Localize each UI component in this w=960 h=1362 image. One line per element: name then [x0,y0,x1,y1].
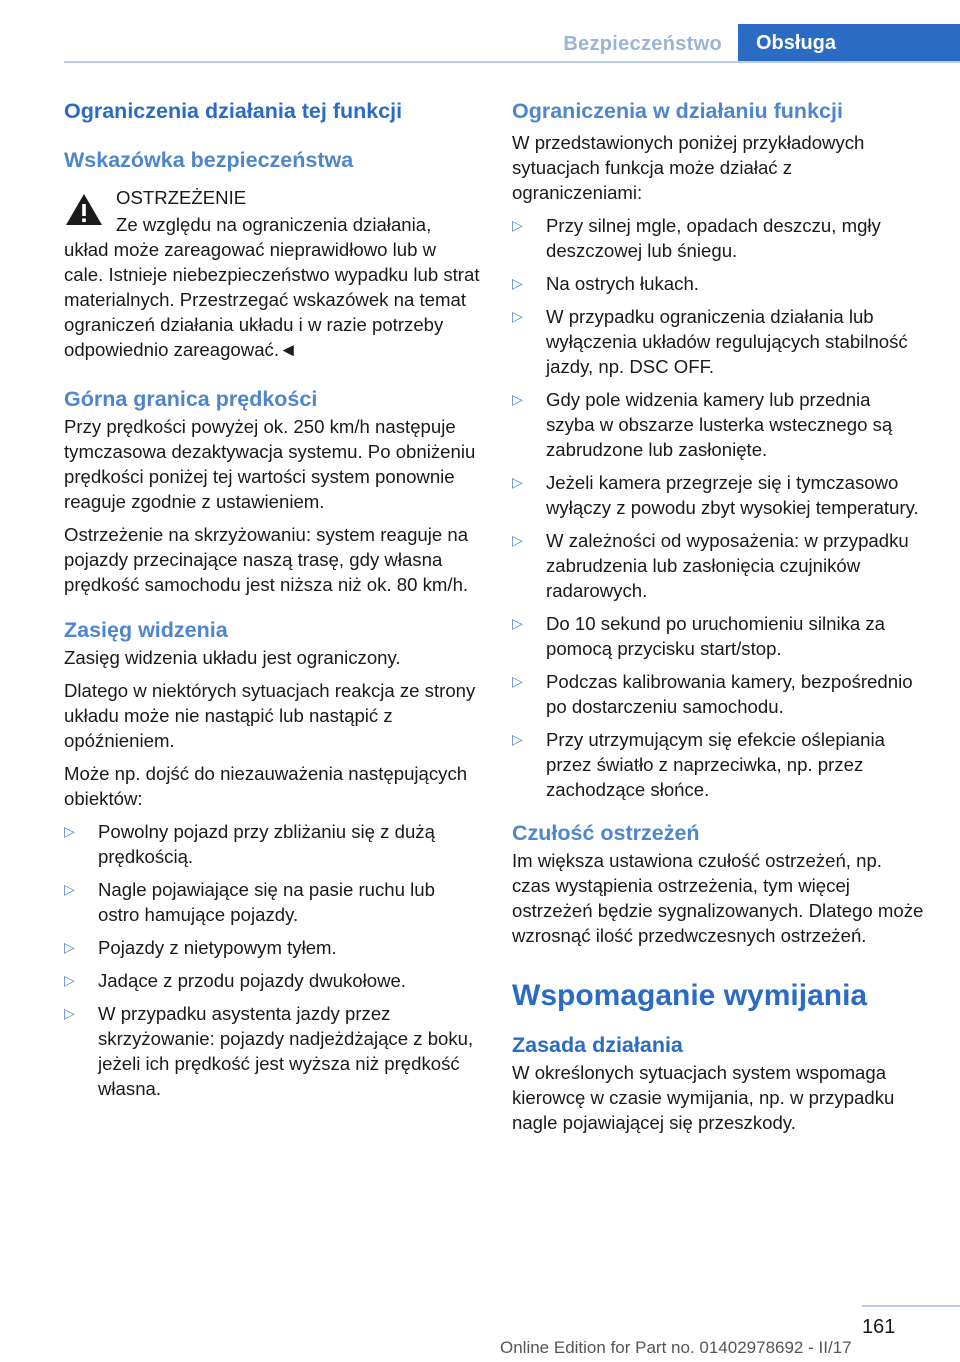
list-item: ▷ Nagle pojawiające się na pasie ruchu lub ostro hamujące pojazdy. [64,879,435,925]
warning-text: Ze względu na ograniczenia działania, układ może zareagować nieprawidłowo lub w cale. Istnieje niebezpieczeństwo wypadku lub strat materialnych. Przestrzegać wskazówek na temat ograniczeń działania układu i w razie potrzeby odpowiednio zareagować.◄ [64,214,480,360]
bullet-arrow-icon: ▷ [64,1005,75,1021]
warning-title: OSTRZEŻENIE [116,187,247,208]
heading-safety-note: Wskazówka bezpieczeństwa [64,148,354,172]
list-item: ▷ Przy silnej mgle, opadach deszczu, mgły deszczowej lub śniegu. [512,215,881,261]
bullet-arrow-icon: ▷ [512,275,523,291]
restrictions-list [512,213,924,802]
list-item: ▷ Podczas kalibrowania kamery, bezpośrednio po dostarczeniu samochodu. [512,671,913,717]
heading-overtaking-assist: Wspomaganie wymijania [512,979,868,1012]
bullet-arrow-icon: ▷ [64,823,75,839]
bullet-arrow-icon: ▷ [512,731,523,747]
list-item: ▷ Gdy pole widzenia kamery lub przednia szyba w obszarze lusterka wstecznego są zabrudzone lub zasłonięte. [512,389,893,460]
bullet-arrow-icon: ▷ [512,308,523,324]
list-item: ▷ Przy utrzymującym się efekcie oślepiania przez światło z naprzeciwka, np. przez zachodzące słońce. [512,729,885,800]
bullet-arrow-icon: ▷ [64,939,75,955]
list-item: ▷ W przypadku ograniczenia działania lub wyłączenia układów regulujących stabilność jazdy, np. DSC OFF. [512,306,908,377]
heading-warning-sensitivity: Czułość ostrzeżeń [512,821,700,845]
warning-box [64,185,480,210]
page-number: 161 [862,1316,896,1338]
range-paragraph-2: Dlatego w niektórych sytuacjach reakcja ze strony układu może nie nastąpić lub nastąpić z opóźnieniem. [64,680,476,751]
principle-paragraph: W określonych sytuacjach system wspomaga kierowcę w czasie wymijania, np. w przypadku nagle pojawiającej się przeszkody. [512,1062,895,1133]
list-item: ▷ Do 10 sekund po uruchomieniu silnika za pomocą przycisku start/stop. [512,613,886,659]
range-object-list [64,819,480,1101]
list-item: ▷ Na ostrych łukach. [512,273,699,294]
speed-paragraph-2: Ostrzeżenie na skrzyżowaniu: system reaguje na pojazdy przecinające naszą trasę, gdy własna prędkość samochodu jest niższa niż ok. 80 km/h. [64,524,469,595]
speed-paragraph-1: Przy prędkości powyżej ok. 250 km/h następuje tymczasowa dezaktywacja systemu. Po obniżeniu prędkości poniżej tej wartości system ponownie reaguje zgodnie z ustawieniem. [64,416,476,512]
heading-function-restrictions: Ograniczenia w działaniu funkcji [512,99,843,123]
heading-speed-limit: Górna granica prędkości [64,387,318,411]
section-tab-operation[interactable]: Obsługa [738,24,960,62]
restrictions-intro: W przedstawionych poniżej przykładowych sytuacjach funkcja może działać z ograniczeniami: [512,132,865,203]
list-item: ▷ Jadące z przodu pojazdy dwukołowe. [64,970,407,991]
bullet-arrow-icon: ▷ [512,474,523,490]
list-item: ▷ Powolny pojazd przy zbliżaniu się z dużą prędkością. [64,821,435,867]
header-divider [64,61,960,63]
edition-watermark: Online Edition for Part no. 01402978692 - II/17 [500,1338,852,1357]
section-tab-safety[interactable]: Bezpieczeństwo [563,33,722,55]
heading-visibility-range: Zasięg widzenia [64,618,228,642]
right-column [512,96,924,1135]
warning-triangle-icon [64,191,104,227]
bullet-arrow-icon: ▷ [64,881,75,897]
heading-operating-principle: Zasada działania [512,1033,683,1057]
page-header [0,0,960,62]
list-item: ▷ Jeżeli kamera przegrzeje się i tymczasowo wyłączy z powodu zbyt wysokiej temperatury. [512,472,919,518]
range-paragraph-3: Może np. dojść do niezauważenia następujących obiektów: [64,763,468,809]
left-column [64,96,480,1109]
bullet-arrow-icon: ▷ [512,615,523,631]
heading-function-limits: Ograniczenia działania tej funkcji [64,99,403,123]
list-item: ▷ W przypadku asystenta jazdy przez skrzyżowanie: pojazdy nadjeżdżające z boku, jeżeli ich prędkość jest wyższa niż prędkość własna. [64,1003,474,1099]
footer-divider [862,1305,960,1307]
list-item: ▷ Pojazdy z nietypowym tyłem. [64,937,337,958]
list-item: ▷ W zależności od wyposażenia: w przypadku zabrudzenia lub zasłonięcia czujników radarowych. [512,530,909,601]
bullet-arrow-icon: ▷ [512,532,523,548]
range-paragraph-1: Zasięg widzenia układu jest ograniczony. [64,647,401,668]
bullet-arrow-icon: ▷ [512,391,523,407]
bullet-arrow-icon: ▷ [512,673,523,689]
bullet-arrow-icon: ▷ [64,972,75,988]
sensitivity-paragraph: Im większa ustawiona czułość ostrzeżeń, np. czas wystąpienia ostrzeżenia, tym więcej ostrzeżeń będzie sygnalizowanych. Dlatego może wzrosnąć ilość przedwczesnych ostrzeżeń. [512,850,924,946]
bullet-arrow-icon: ▷ [512,217,523,233]
